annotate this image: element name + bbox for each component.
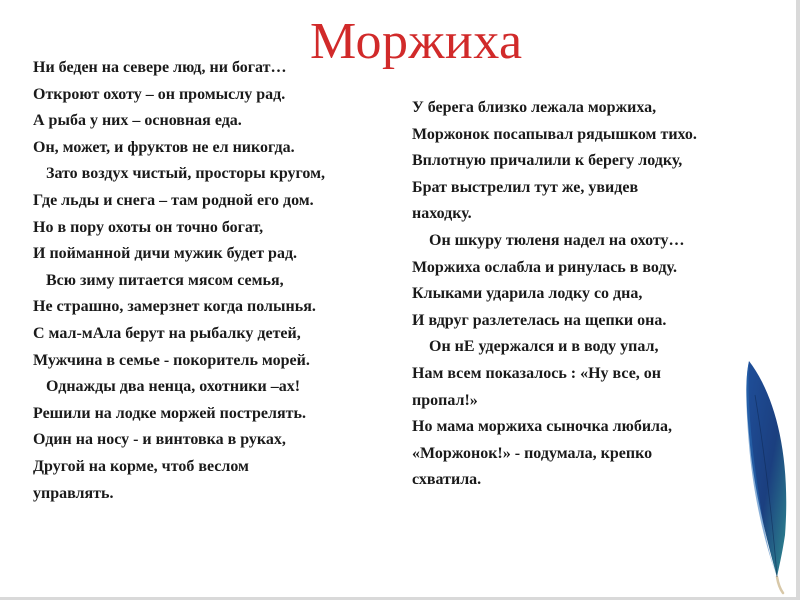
frame-right-edge [796,0,800,600]
poem-line: Один на носу - и винтовка в руках, [33,431,286,449]
poem-line: Не страшно, замерзнет когда полынья. [33,298,316,316]
poem-line: находку. [412,205,472,223]
poem-line: Он нЕ удержался и в воду упал, [429,338,659,356]
poem-line: Всю зиму питается мясом семья, [46,271,284,289]
poem-line: Моржонок посапывал рядышком тихо. [412,125,697,143]
poem-line: «Моржонок!» - подумала, крепко [412,444,653,462]
poem-line: И вдруг разлетелась на щепки она. [412,311,667,329]
poem-line: Зато воздух чистый, просторы кругом, [46,165,325,183]
poem-line: Он шкуру тюленя надел на охоту… [429,231,685,249]
poem-line: И пойманной дичи мужик будет рад. [33,245,298,263]
poem-line: Однажды два ненца, охотники –ах! [46,378,301,396]
poem-line: Мужчина в семье - покоритель морей. [33,351,310,369]
poem-line: Откроют охоту – он промыслу рад. [33,85,286,103]
poem-line: управлять. [33,484,114,502]
poem-line: Но в пору охоты он точно богат, [33,218,264,236]
poem-line: Но мама моржиха сыночка любила, [412,418,673,436]
poem-line: схватила. [412,471,482,489]
poem-line: У берега близко лежала моржиха, [412,99,657,116]
poem-column-right [412,95,752,494]
poem-line: Нам всем показалось : «Ну все, он [412,364,662,382]
poem-line: Клыками ударила лодку со дна, [412,285,643,303]
poem-line: Ни беден на севере люд, ни богат… [33,59,287,76]
poem-line: Другой на корме, чтоб веслом [33,457,249,475]
poem-line: Где льды и снега – там родной его дом. [33,191,314,209]
poem-line: А рыба у них – основная еда. [33,112,242,130]
poem-line: Вплотную причалили к берегу лодку, [412,152,683,170]
slide-title: Моржиха [310,13,523,70]
poem-line: Решили на лодке моржей пострелять. [33,404,306,422]
poem-column-left [33,55,373,507]
poem-line: Он, может, и фруктов не ел никогда. [33,138,295,156]
poem-line: Моржиха ослабла и ринулась в воду. [412,258,677,276]
poem-line: С мал-мАла берут на рыбалку детей, [33,324,301,342]
feather-icon [735,355,795,595]
poem-line: пропал!» [412,391,478,409]
poem-line: Брат выстрелил тут же, увидев [412,178,639,196]
